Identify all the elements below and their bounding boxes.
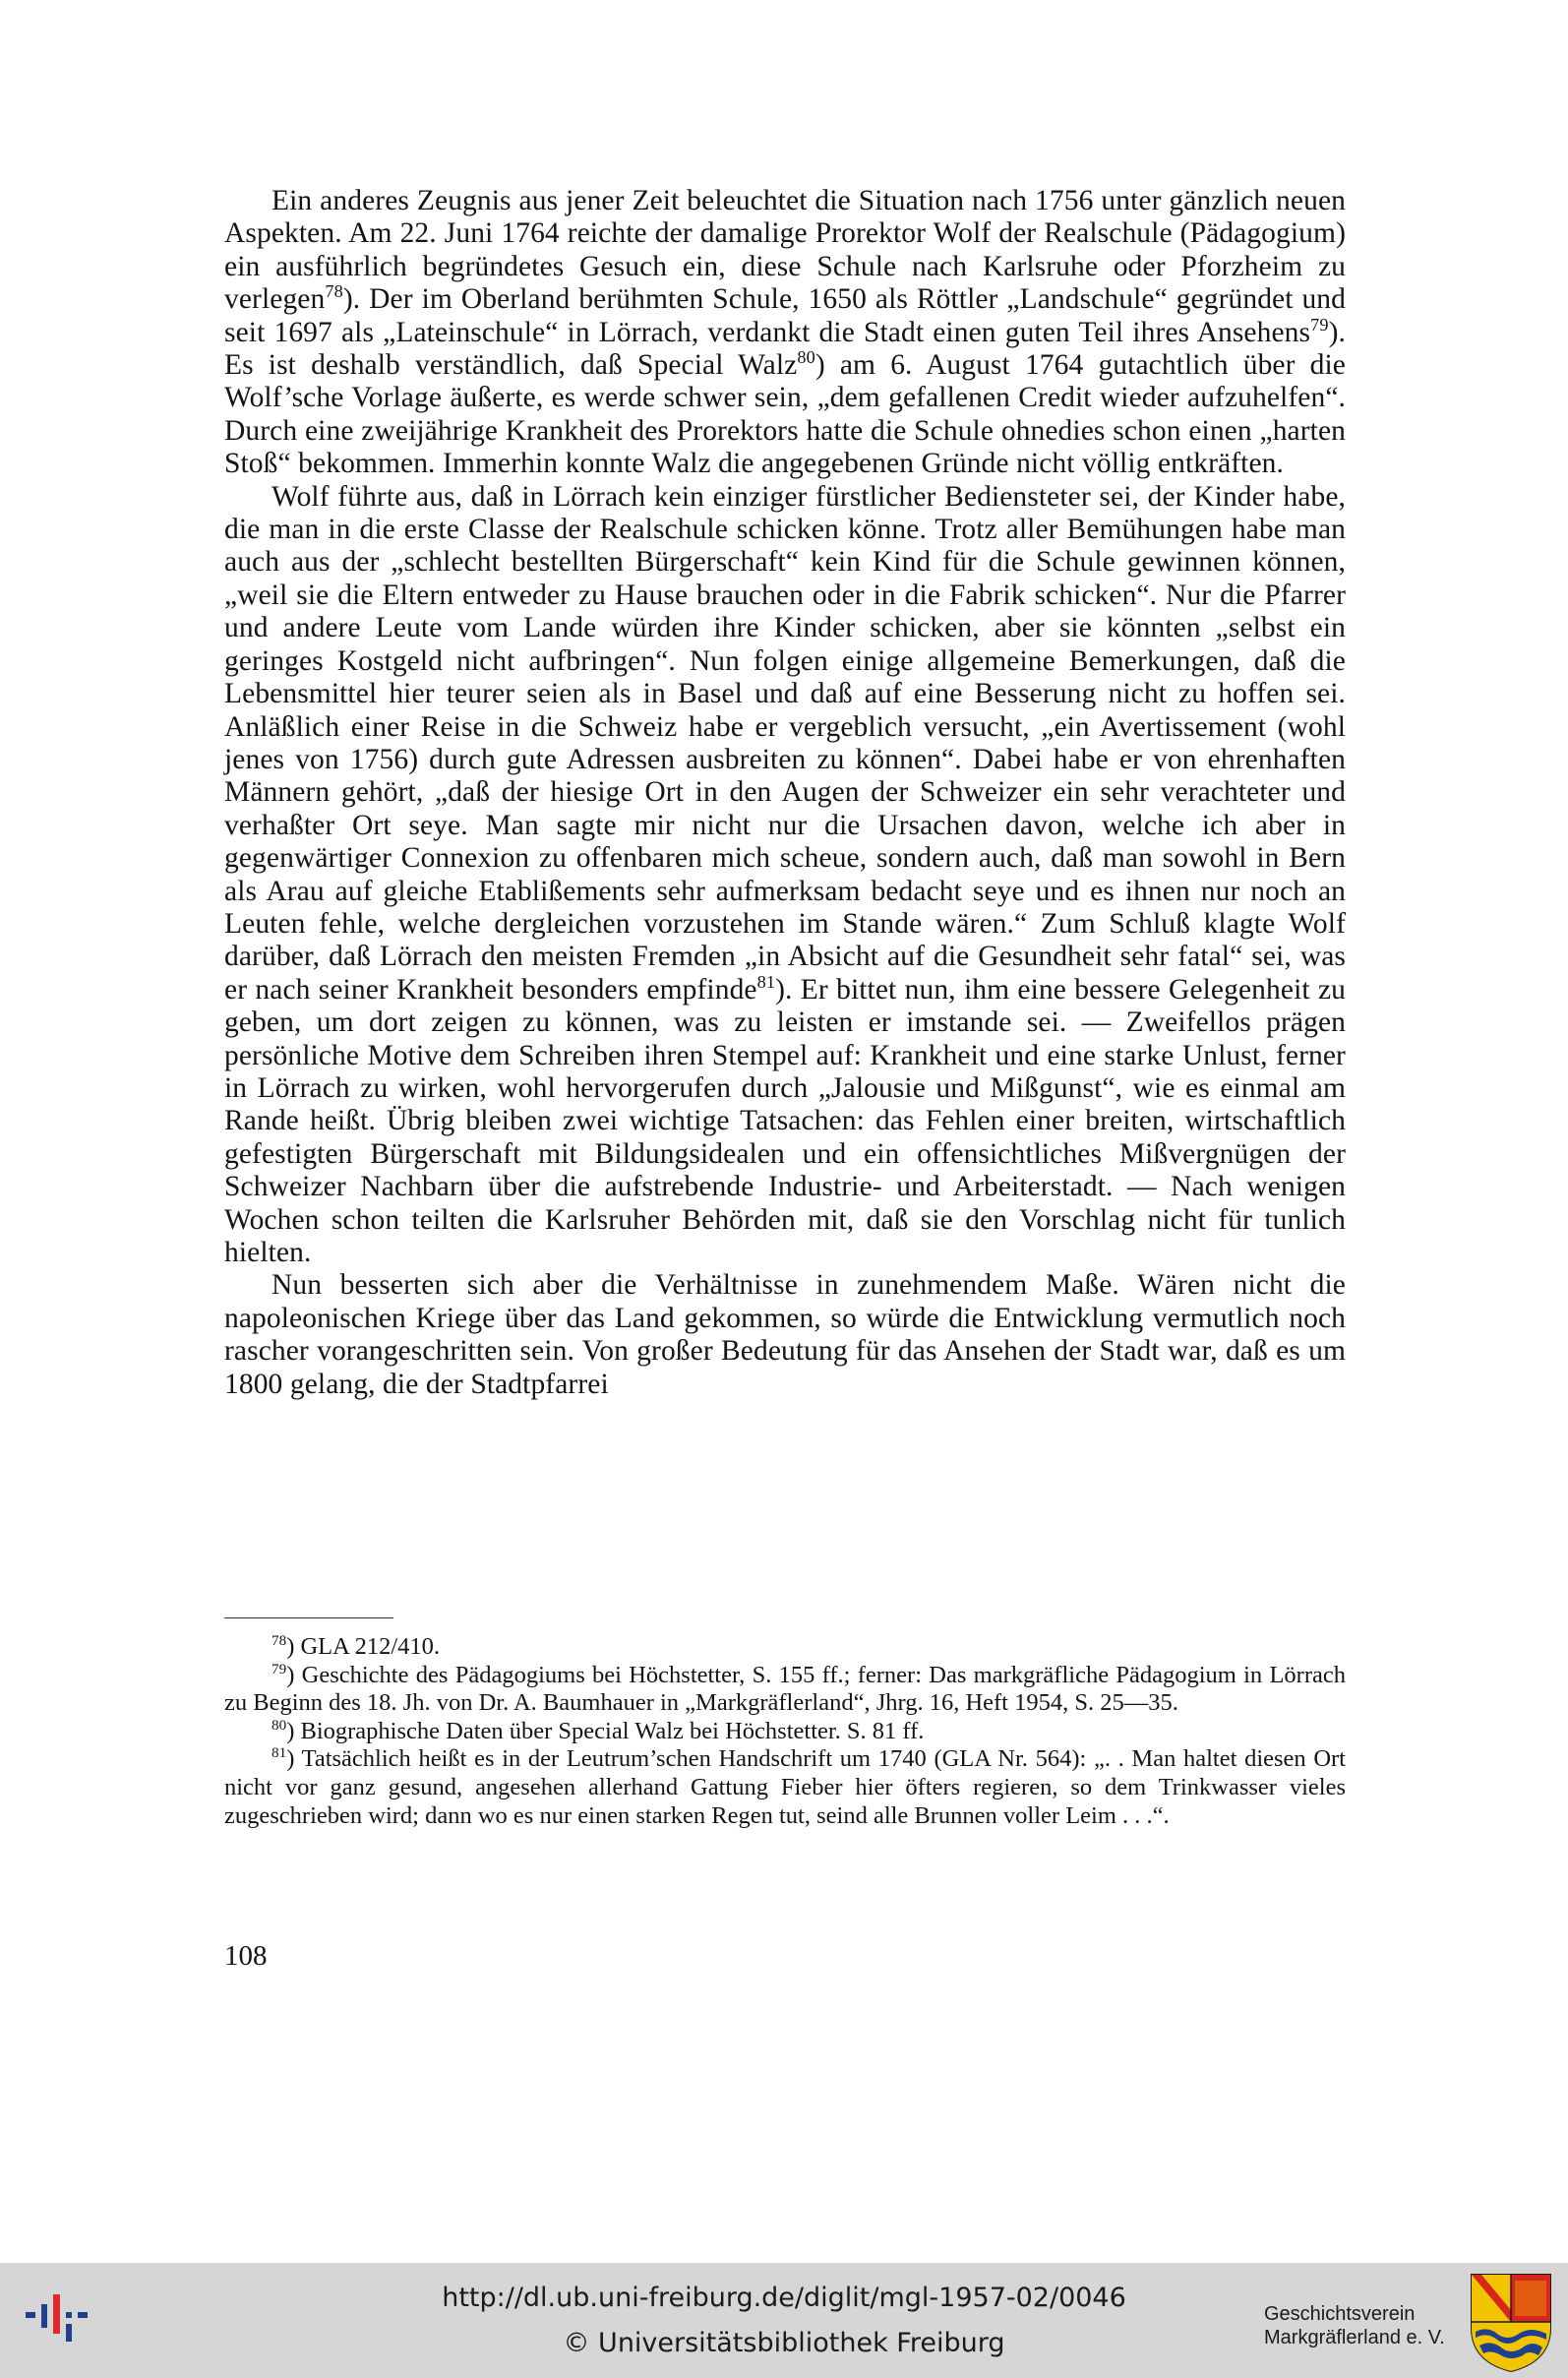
footnote-number: 79 (271, 1660, 287, 1677)
footnote-number-paren: ) (286, 1717, 295, 1744)
footnote-text: GLA 212/410. (294, 1633, 441, 1660)
society-name-line1: Geschichtsverein (1264, 2303, 1416, 2325)
footer-bar (0, 2263, 1568, 2378)
footnote-number-paren: ) (286, 1661, 295, 1688)
footnote-divider (224, 1617, 393, 1618)
footnote-number-paren: ) (286, 1633, 295, 1660)
page-number: 108 (224, 1940, 268, 1972)
document-url-link[interactable]: http://dl.ub.uni-freiburg.de/diglit/mgl-1957-02/0046 (442, 2283, 1126, 2313)
footnote-text: Tatsächlich heißt es in der Leutrum’schen Handschrift um 1740 (GLA Nr. 564): „. . Man haltet diesen Ort nicht vor ganz gesund, angesehen allerhand Gattung Fieber hier öfters regieren, so dem Trinkwasser vieles zugeschrieben wird; dann wo es nur einen starken Regen tut, seind alle Brunnen voller Leim . . .“. (224, 1745, 1346, 1829)
copyright-notice: © Universitätsbibliothek Freiburg (563, 2328, 1005, 2358)
footnote (224, 1633, 1346, 1662)
footnote-reference: 78 (325, 281, 343, 302)
footnote-reference: 79 (1310, 314, 1329, 335)
society-name (1264, 2302, 1461, 2349)
footnote-reference: 80 (797, 347, 815, 368)
coat-of-arms-icon (1468, 2271, 1554, 2373)
footnote (224, 1718, 1346, 1746)
footnote (224, 1662, 1346, 1718)
footnote-text: Biographische Daten über Special Walz bei Höchstetter. S. 81 ff. (294, 1717, 925, 1744)
paragraph-text: Ein anderes Zeugnis aus jener Zeit beleuchtet die Situation nach 1756 unter gänzlich neuen Aspekten. Am 22. Juni 1764 reichte der damalige Prorektor Wolf der Realschule (Pädagogium) ein ausführlich begründetes Gesuch ein, diese Schule nach Karlsruhe oder Pforzheim zu verlegen (224, 185, 1346, 316)
body-paragraph (224, 1269, 1346, 1401)
footnotes (224, 1633, 1346, 1830)
body-paragraph (224, 185, 1346, 481)
footnote-reference: 81 (756, 971, 776, 992)
paragraph-text: Nun besserten sich aber die Verhältnisse in zunehmendem Maße. Wären nicht die napoleonischen Kriege über das Land gekommen, so würde die Entwicklung vermutlich noch rascher vorangeschritten sein. Von großer Bedeutung für das Ansehen der Stadt war, daß es um 1800 gelang, die der Stadtpfarrei (224, 1269, 1346, 1400)
society-name-line2: Markgräflerland e. V. (1264, 2327, 1445, 2348)
footnote-number: 78 (271, 1631, 287, 1649)
footnote (224, 1745, 1346, 1830)
body-text (224, 185, 1346, 1401)
footnote-number-paren: ) (286, 1745, 295, 1773)
paragraph-text: ). Es ist deshalb verständlich, daß Special Walz (224, 316, 1346, 382)
paragraph-text: ) am 6. August 1764 gutachtlich über die Wolf’sche Vorlage äußerte, es werde schwer sein, „dem gefallenen Credit wieder aufzuhelfen“. Durch eine zweijährige Krankheit des Prorektors hatte die Schule ohnedies schon einen „harten Stoß“ bekommen. Immerhin konnte Walz die angegebenen Gründe nicht völlig entkräften. (224, 349, 1346, 480)
paragraph-text: ). Er bittet nun, ihm eine bessere Gelegenheit zu geben, um dort zeigen zu können, was zu leisten er imstande sei. — Zweifellos prägen persönliche Motive dem Schreiben ihren Stempel auf: Krankheit und eine starke Unlust, ferner in Lörrach zu wirken, wohl hervorgerufen durch „Jalousie und Mißgunst“, wie es einmal am Rande heißt. Übrig bleiben zwei wichtige Tatsachen: das Fehlen einer breiten, wirtschaftlich gefestigten Bürgerschaft mit Bildungsidealen und ein offensichtliches Mißvergnügen der Schweizer Nachbarn über die aufstrebende Industrie- und Arbeiterstadt. — Nach wenigen Wochen schon teilten die Karlsruher Behörden mit, daß sie den Vorschlag nicht für tunlich hielten. (224, 973, 1346, 1268)
footnote-text: Geschichte des Pädagogiums bei Höchstetter, S. 155 ff.; ferner: Das markgräfliche Pädagogium in Lörrach zu Beginn des 18. Jh. von Dr. A. Baumhauer in „Markgräflerland“, Jhrg. 16, Heft 1954, S. 25—35. (224, 1661, 1346, 1717)
paragraph-text: Wolf führte aus, daß in Lörrach kein einziger fürstlicher Bediensteter sei, der Kinder habe, die man in die erste Classe der Realschule schicken könne. Trotz aller Bemühungen habe man auch aus der „schlecht bestellten Bürgerschaft“ kein Kind für die Schule gewinnen können, „weil sie die Eltern entweder zu Hause brauchen oder in die Fabrik schicken“. Nur die Pfarrer und andere Leute vom Lande würden ihre Kinder schicken, aber sie könnten „selbst ein geringes Kostgeld nicht aufbringen“. Nun folgen einige allgemeine Bemerkungen, daß die Lebensmittel hier teurer seien als in Basel und daß auf eine Besserung nicht zu hoffen sei. Anläßlich einer Reise in die Schweiz habe er vergeblich versucht, „ein Avertissement (wohl jenes von 1756) durch gute Adressen ausbreiten zu können“. Dabei habe er von ehrenhaften Männern gehört, „daß der hiesige Ort in den Augen der Schweizer ein sehr verachteter und verhaßter Ort seye. Man sagte mir nicht nur die Ursachen davon, welche ich aber in gegenwärtiger Connexion zu offenbaren mich scheue, sondern auch, daß man sowohl in Bern als Arau auf gleiche Etablißements sehr aufmerksam bedacht seye und es ihnen nur noch an Leuten fehle, welche dergleichen vorzustehen im Stande wären.“ Zum Schluß klagte Wolf darüber, daß Lörrach den meisten Fremden „in Absicht auf die Gesundheit sehr fatal“ sei, was er nach seiner Krankheit besonders empfinde (224, 480, 1346, 1006)
body-paragraph (224, 481, 1346, 1270)
footnote-number: 81 (271, 1744, 287, 1762)
footnote-number: 80 (271, 1716, 287, 1734)
paragraph-text: ). Der im Oberland berühmten Schule, 1650 als Röttler „Landschule“ gegründet und seit 1697 als „Lateinschule“ in Lörrach, verdankt die Stadt einen guten Teil ihres Ansehens (224, 283, 1346, 348)
